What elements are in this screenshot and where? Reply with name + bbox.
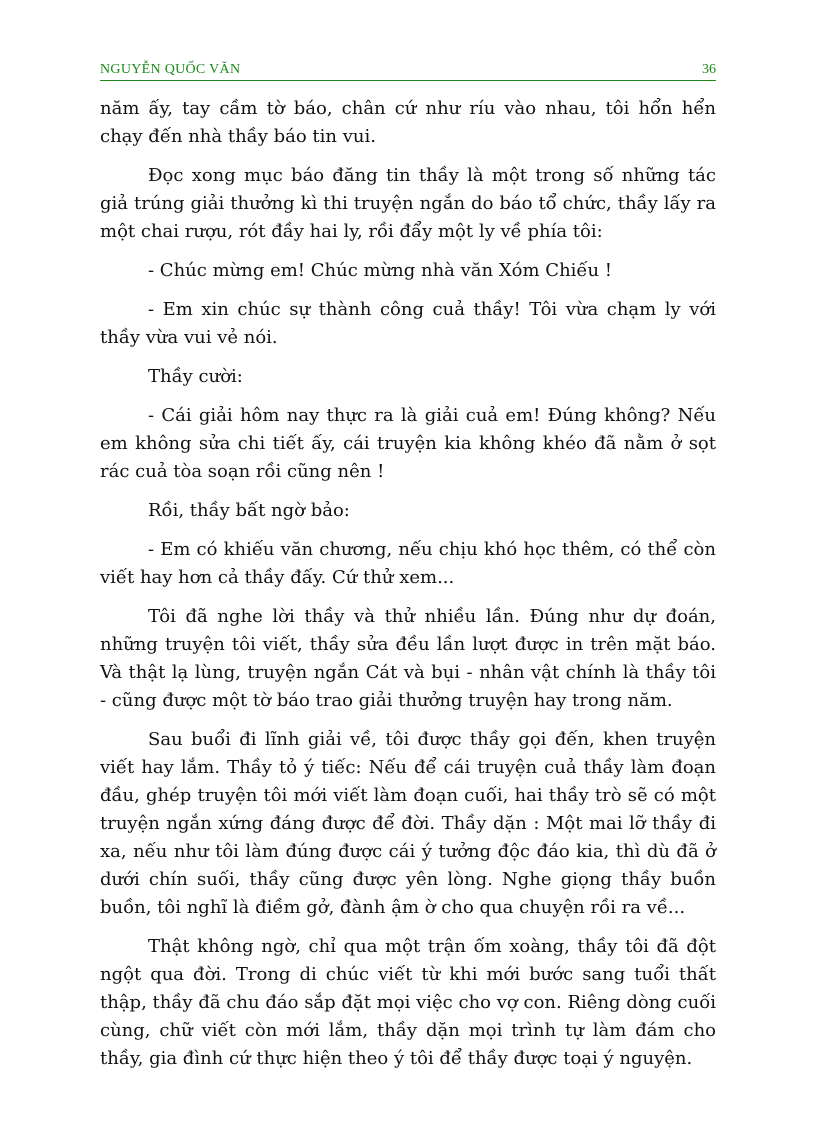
paragraph-7: Rồi, thầy bất ngờ bảo:	[148, 500, 350, 521]
page-body	[100, 95, 716, 1084]
paragraph-8: - Em có khiếu văn chương, nếu chịu khó học thêm, có thể còn viết hay hơn cả thầy đấy. Cứ thử xem...	[100, 539, 716, 588]
paragraph-3: - Chúc mừng em! Chúc mừng nhà văn Xóm Chiếu !	[148, 260, 613, 281]
paragraph-9: Tôi đã nghe lời thầy và thử nhiều lần. Đúng như dự đoán, những truyện tôi viết, thầy sửa đều lần lượt được in trên mặt báo. Và thật lạ lùng, truyện ngắn Cát và bụi - nhân vật chính là thầy tôi - cũng được một tờ báo trao giải thưởng truyện hay trong năm.	[100, 606, 716, 711]
header-author: NGUYỄN QUỐC VĂN	[100, 62, 241, 77]
paragraph-6: - Cái giải hôm nay thực ra là giải cuả em! Đúng không? Nếu em không sửa chi tiết ấy, cái truyện kia không khéo đã nằm ở sọt rác cuả tòa soạn rồi cũng nên !	[100, 405, 716, 482]
page-number: 36	[702, 62, 716, 77]
page-header	[100, 62, 716, 81]
paragraph-5: Thầy cười:	[148, 366, 243, 387]
paragraph-1: năm ấy, tay cầm tờ báo, chân cứ như ríu vào nhau, tôi hổn hển chạy đến nhà thầy báo tin vui.	[100, 98, 716, 147]
paragraph-4: - Em xin chúc sự thành công cuả thầy! Tôi vừa chạm ly với thầy vừa vui vẻ nói.	[100, 299, 716, 348]
paragraph-11: Thật không ngờ, chỉ qua một trận ốm xoàng, thầy tôi đã đột ngột qua đời. Trong di chúc viết từ khi mới bước sang tuổi thất thập, thầy đã chu đáo sắp đặt mọi việc cho vợ con. Riêng dòng cuối cùng, chữ viết còn mới lắm, thầy dặn mọi trình tự làm đám cho thầy, gia đình cứ thực hiện theo ý tôi để thầy được toại ý nguyện.	[100, 936, 716, 1069]
paragraph-10: Sau buổi đi lĩnh giải về, tôi được thầy gọi đến, khen truyện viết hay lắm. Thầy tỏ ý tiếc: Nếu để cái truyện cuả thầy làm đoạn đầu, ghép truyện tôi mới viết làm đoạn cuối, hai thầy trò sẽ có một truyện ngắn xứng đáng được để đời. Thầy dặn : Một mai lỡ thầy đi xa, nếu như tôi làm đúng được cái ý tưởng độc đáo kia, thì dù đã ở dưới chín suối, thầy cũng được yên lòng. Nghe giọng thầy buồn buồn, tôi nghĩ là điềm gở, đành ậm ờ cho qua chuyện rồi ra về...	[100, 729, 716, 918]
paragraph-2: Đọc xong mục báo đăng tin thầy là một trong số những tác giả trúng giải thưởng kì thi truyện ngắn do báo tổ chức, thầy lấy ra một chai rượu, rót đầy hai ly, rồi đẩy một ly về phía tôi:	[100, 165, 716, 242]
